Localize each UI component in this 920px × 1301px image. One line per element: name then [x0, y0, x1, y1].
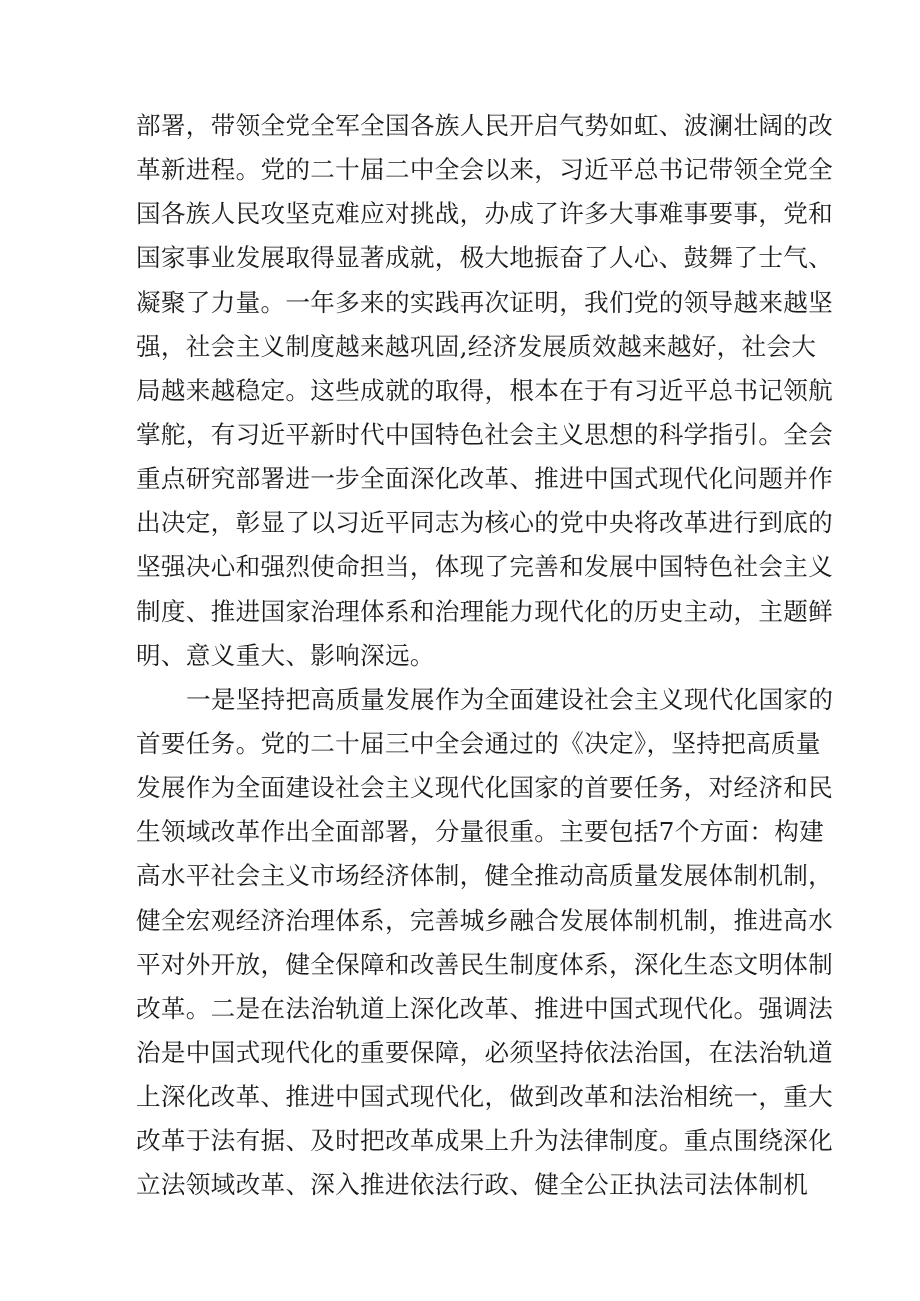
text-line: 出决定，彰显了以习近平同志为核心的党中央将改革进行到底的	[136, 508, 834, 538]
text-line: 强，社会主义制度越来越巩固,经济发展质效越来越好，社会大	[136, 331, 817, 361]
text-line: 上深化改革、推进中国式现代化，做到改革和法治相统一，重大	[136, 1082, 834, 1112]
text-line: 坚强决心和强烈使命担当，体现了完善和发展中国特色社会主义	[136, 552, 834, 582]
text-line: 治是中国式现代化的重要保障，必须坚持依法治国，在法治轨道	[136, 1037, 834, 1067]
text-line: 改革。二是在法治轨道上深化改革、推进中国式现代化。强调法	[136, 993, 834, 1023]
text-line: 健全宏观经济治理体系，完善城乡融合发展体制机制，推进高水	[136, 905, 834, 935]
text-line: 部署，带领全党全军全国各族人民开启气势如虹、波澜壮阔的改	[136, 111, 834, 140]
text-line: 生领域改革作出全面部署，分量很重。主要包括7个方面：构建	[136, 817, 825, 847]
text-line: 一是坚持把高质量发展作为全面建设社会主义现代化国家的	[186, 684, 834, 714]
text-line: 立法领域改革、深入推进依法行政、健全公正执法司法体制机	[136, 1170, 809, 1200]
text-line: 国各族人民攻坚克难应对挑战，办成了许多大事难事要事，党和	[136, 199, 834, 229]
text-line: 首要任务。党的二十届三中全会通过的《决定》，坚持把高质量	[136, 728, 821, 758]
text-line: 凝聚了力量。一年多来的实践再次证明，我们党的领导越来越坚	[136, 287, 834, 317]
text-line: 掌舵，有习近平新时代中国特色社会主义思想的科学指引。全会	[136, 419, 834, 449]
paragraph-2	[136, 678, 834, 1208]
text-line: 改革于法有据、及时把改革成果上升为法律制度。重点围绕深化	[136, 1126, 834, 1156]
text-line: 平对外开放，健全保障和改善民生制度体系，深化生态文明体制	[136, 949, 834, 979]
text-line: 高水平社会主义市场经济体制，健全推动高质量发展体制机制，	[136, 861, 834, 891]
text-line: 制度、推进国家治理体系和治理能力现代化的历史主动，主题鲜	[136, 596, 834, 626]
text-line: 国家事业发展取得显著成就，极大地振奋了人心、鼓舞了士气、	[136, 243, 834, 273]
text-line: 局越来越稳定。这些成就的取得，根本在于有习近平总书记领航	[136, 375, 834, 405]
text-line: 发展作为全面建设社会主义现代化国家的首要任务，对经济和民	[136, 773, 834, 803]
text-line: 明、意义重大、影响深远。	[136, 640, 435, 670]
body-text	[136, 104, 834, 1208]
text-line: 重点研究部署进一步全面深化改革、推进中国式现代化问题并作	[136, 464, 834, 494]
paragraph-1	[136, 104, 834, 678]
text-line: 革新进程。党的二十届二中全会以来，习近平总书记带领全党全	[136, 155, 834, 185]
